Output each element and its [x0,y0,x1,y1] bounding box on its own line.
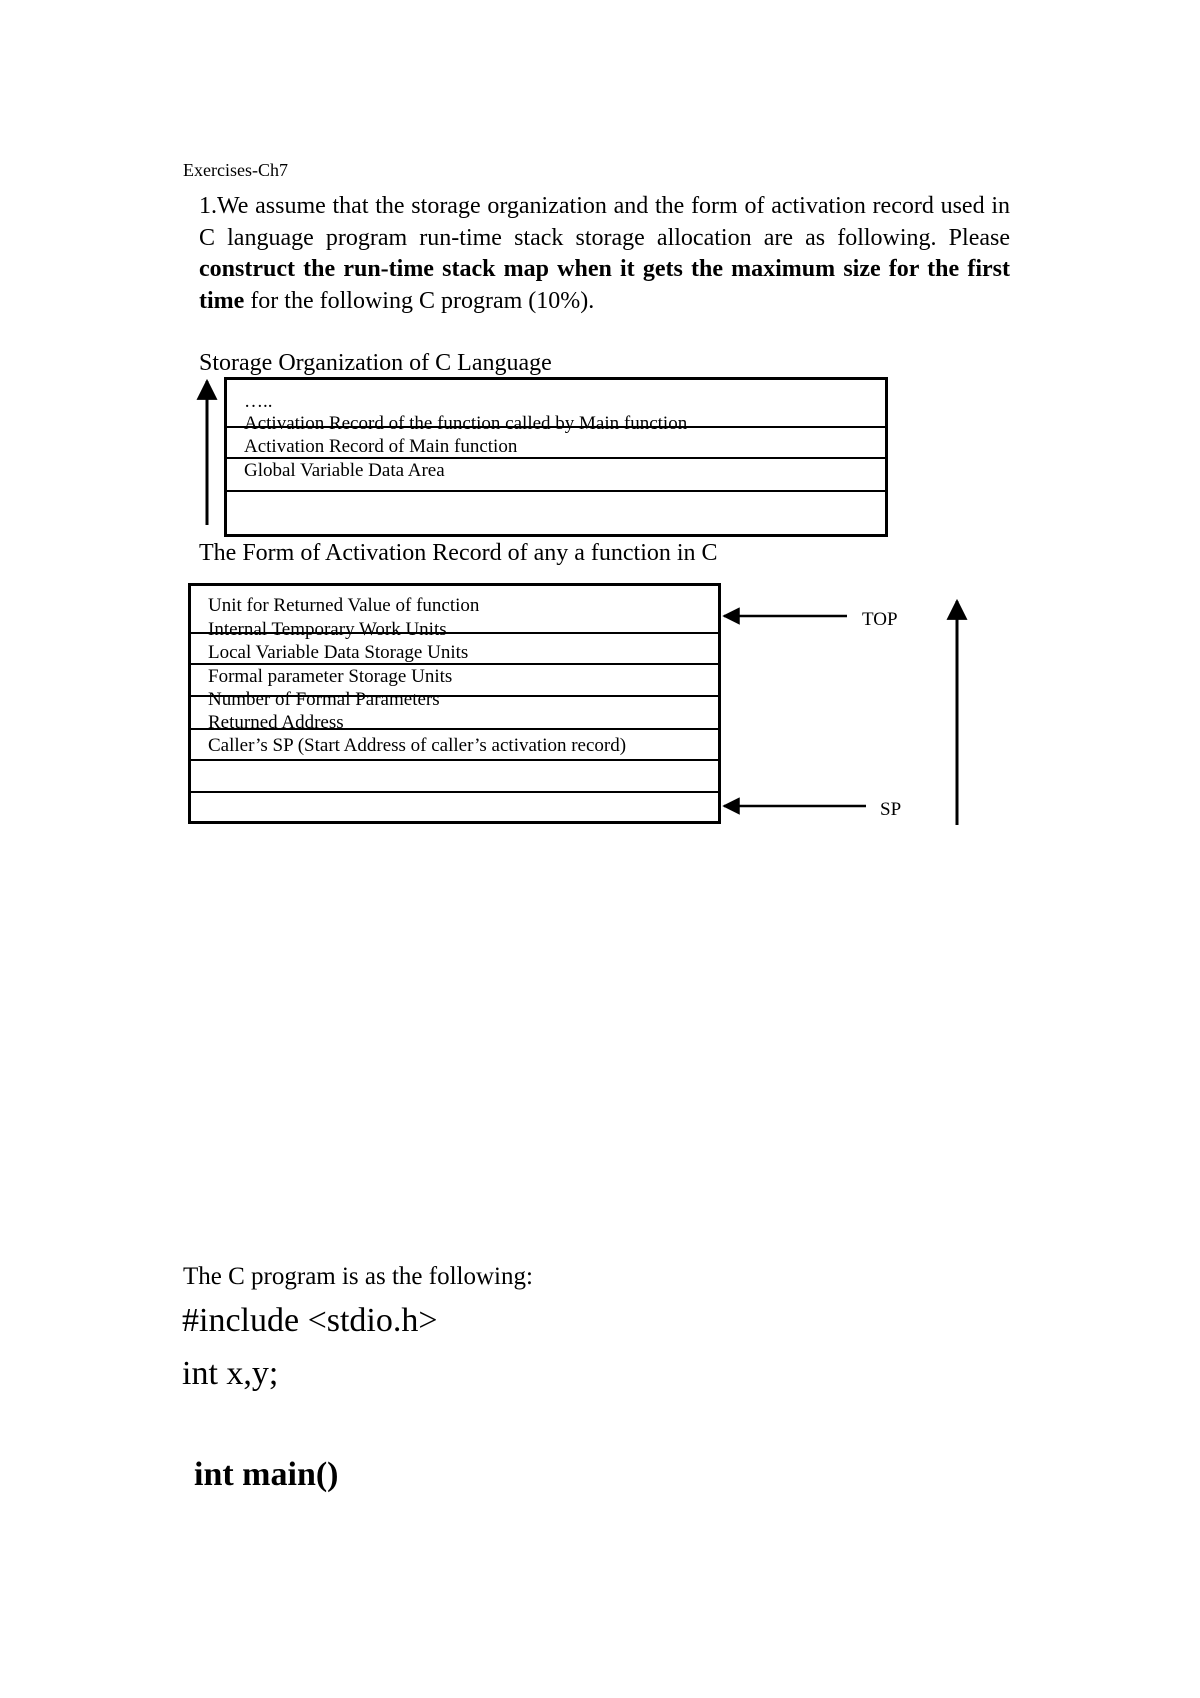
exercise-header: Exercises-Ch7 [183,160,288,180]
storage-row-global-data: Global Variable Data Area [244,460,445,481]
question-outro: for the following C program (10%). [244,287,595,314]
ar-row-local-vars: Local Variable Data Storage Units [208,642,469,663]
program-intro: The C program is as the following: [183,1263,533,1290]
ar-row-returned-value: Unit for Returned Value of function [208,595,480,616]
question-bold: construct the run-time stack map when it gets the maximum size for the first time [199,256,1010,314]
sp-label: SP [880,799,902,820]
code-line-main: int main() [194,1456,339,1493]
code-line-include: #include <stdio.h> [182,1302,438,1339]
ar-row-return-address: Returned Address [208,712,344,733]
storage-title: Storage Organization of C Language [199,350,552,376]
storage-row-ellipsis: ….. [244,391,273,412]
question-intro: 1.We assume that the storage organization and the form of activation record used in C language program run-time stack storage allocation are as following. Please [199,193,1010,251]
ar-row-caller-sp: Caller’s SP (Start Address of caller’s activation record) [208,735,627,756]
top-label: TOP [862,609,898,630]
storage-row-called-function: Activation Record of the function called by Main function [244,413,688,434]
code-line-globals: int x,y; [182,1355,279,1392]
ar-row-num-params: Number of Formal Parameters [208,689,440,710]
ar-row-temp-work: Internal Temporary Work Units [208,619,447,640]
ar-row-formal-params: Formal parameter Storage Units [208,666,453,687]
activation-title: The Form of Activation Record of any a function in C [199,540,718,566]
storage-row-main-function: Activation Record of Main function [244,436,518,457]
